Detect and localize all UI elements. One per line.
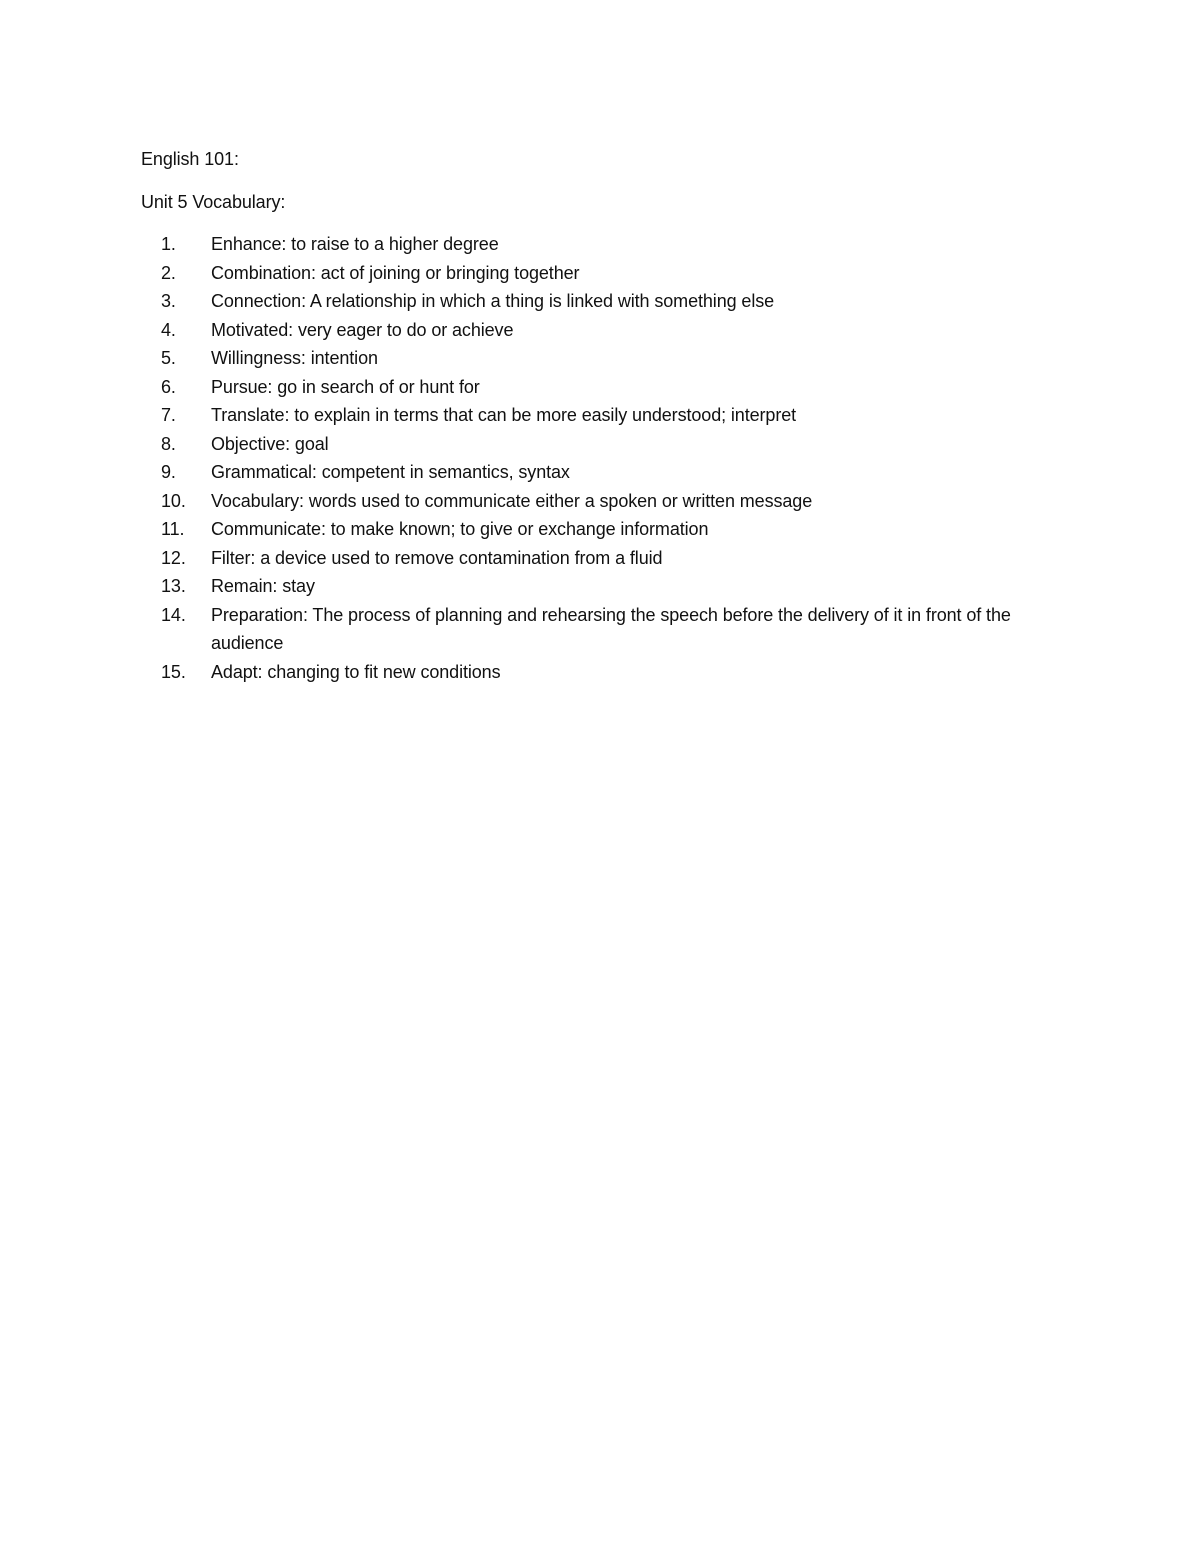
item-number: 8. [161, 433, 176, 454]
list-item [141, 430, 1061, 459]
vocabulary-list [141, 230, 1061, 686]
list-item [141, 458, 1061, 487]
item-definition: Combination: act of joining or bringing together [211, 262, 580, 283]
item-definition: Communicate: to make known; to give or exchange information [211, 519, 709, 539]
item-number: 10. [161, 490, 186, 511]
item-number: 5. [161, 348, 176, 368]
item-definition: Filter: a device used to remove contamination from a fluid [211, 547, 663, 568]
item-number: 11. [161, 519, 185, 539]
list-item [141, 515, 1061, 544]
list-item [141, 344, 1061, 373]
item-number: 12. [161, 547, 186, 568]
item-definition: Vocabulary: words used to communicate either a spoken or written message [211, 490, 813, 511]
list-item [141, 259, 1061, 288]
item-definition: Preparation: The process of planning and rehearsing the speech before the delivery of it in front of the audience [211, 604, 1011, 653]
list-item [141, 572, 1061, 601]
list-item [141, 373, 1061, 402]
list-item [141, 487, 1061, 516]
course-title: English 101: [141, 149, 239, 169]
item-definition: Grammatical: competent in semantics, syntax [211, 462, 570, 482]
item-definition: Pursue: go in search of or hunt for [211, 376, 480, 397]
item-number: 3. [161, 291, 176, 311]
item-number: 1. [161, 234, 176, 254]
list-item [141, 544, 1061, 573]
item-number: 9. [161, 462, 176, 482]
item-number: 14. [161, 604, 186, 625]
item-definition: Adapt: changing to fit new conditions [211, 661, 501, 682]
item-number: 6. [161, 376, 176, 397]
item-definition: Objective: goal [211, 433, 329, 454]
item-number: 2. [161, 262, 176, 283]
item-definition: Translate: to explain in terms that can be more easily understood; interpret [211, 405, 797, 425]
item-definition: Enhance: to raise to a higher degree [211, 234, 499, 254]
item-number: 15. [161, 661, 186, 682]
list-item [141, 658, 1061, 687]
list-item [141, 316, 1061, 345]
unit-title: Unit 5 Vocabulary: [141, 191, 286, 212]
item-number: 13. [161, 576, 186, 596]
item-number: 4. [161, 319, 176, 340]
list-item [141, 287, 1061, 316]
list-item [141, 401, 1061, 430]
item-definition: Connection: A relationship in which a thing is linked with something else [211, 291, 775, 311]
item-definition: Remain: stay [211, 576, 315, 596]
list-item [141, 601, 1061, 658]
item-number: 7. [161, 405, 176, 425]
document-content [141, 145, 1061, 686]
list-item [141, 230, 1061, 259]
item-definition: Motivated: very eager to do or achieve [211, 319, 514, 340]
item-definition: Willingness: intention [211, 348, 378, 368]
